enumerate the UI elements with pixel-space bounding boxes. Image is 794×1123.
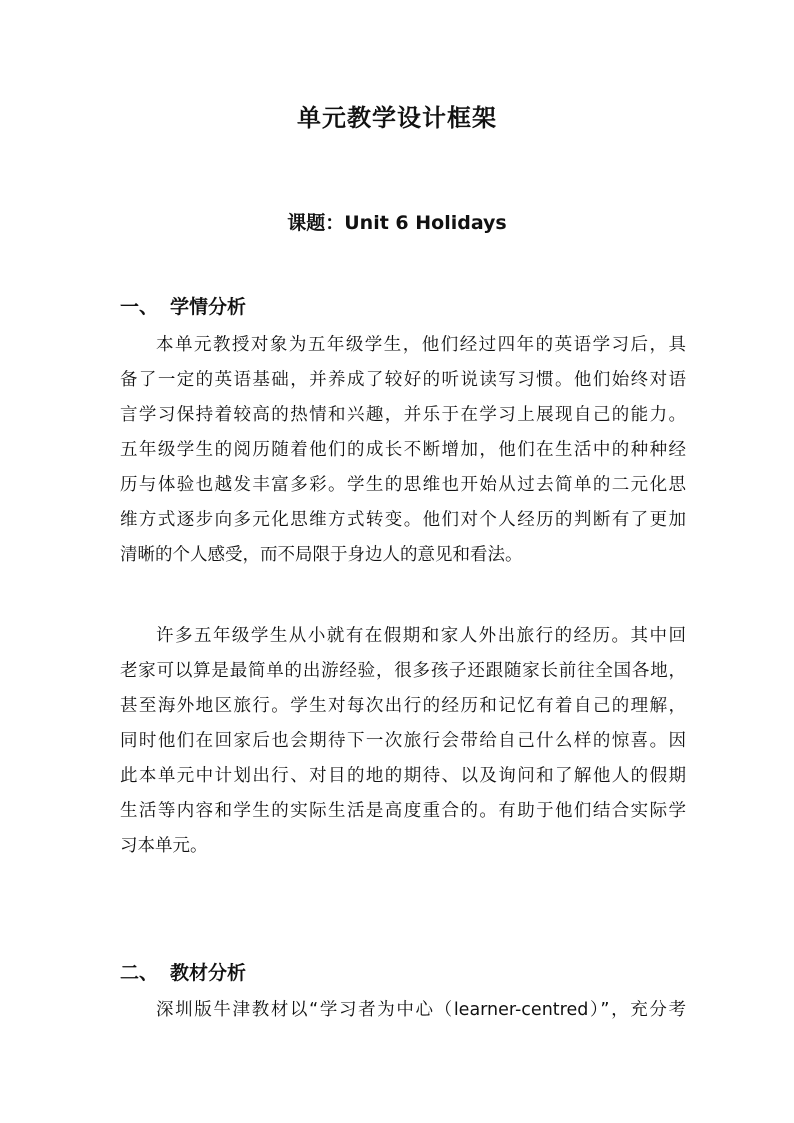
paragraph-line: 许多五年级学生从小就有在假期和家人外出旅行的经历。其中回	[156, 626, 686, 646]
section-number: 一、	[120, 296, 159, 318]
paragraph-line: 老家可以算是最简单的出游经验，很多孩子还跟随家长前往全国各地，	[120, 661, 686, 681]
lesson-subtitle: 课题：Unit 6 Holidays	[287, 212, 507, 234]
paragraph-line: 历与体验也越发丰富多彩。学生的思维也开始从过去简单的二元化思	[120, 475, 686, 495]
paragraph-line: 言学习保持着较高的热情和兴趣，并乐于在学习上展现自己的能力。	[120, 405, 686, 425]
paragraph-line: 深圳版牛津教材以“学习者为中心（learner-centred）”，充分考	[156, 1000, 686, 1020]
section-heading-textbook-analysis	[120, 958, 246, 985]
paragraph-line: 维方式逐步向多元化思维方式转变。他们对个人经历的判断有了更加	[120, 510, 686, 530]
paragraph	[120, 619, 686, 864]
paragraph-line: 备了一定的英语基础，并养成了较好的听说读写习惯。他们始终对语	[120, 370, 686, 390]
section-title: 教材分析	[170, 962, 247, 984]
paragraph	[120, 993, 686, 1028]
section-title: 学情分析	[170, 296, 247, 318]
section-number: 二、	[120, 962, 159, 984]
paragraph-line: 习本单元。	[120, 836, 208, 856]
paragraph-line: 本单元教授对象为五年级学生，他们经过四年的英语学习后，具	[156, 335, 686, 355]
paragraph-line: 同时他们在回家后也会期待下一次旅行会带给自己什么样的惊喜。因	[120, 731, 686, 751]
paragraph	[120, 328, 686, 573]
paragraph-line: 五年级学生的阅历随着他们的成长不断增加，他们在生活中的种种经	[120, 440, 686, 460]
page-title: 单元教学设计框架	[297, 104, 497, 132]
section-heading-learner-analysis	[120, 292, 246, 319]
paragraph-line: 生活等内容和学生的实际生活是高度重合的。有助于他们结合实际学	[120, 801, 686, 821]
paragraph-line: 甚至海外地区旅行。学生对每次出行的经历和记忆有着自己的理解，	[120, 696, 686, 716]
paragraph-line: 清晰的个人感受，而不局限于身边人的意见和看法。	[120, 545, 523, 565]
paragraph-line: 此本单元中计划出行、对目的地的期待、以及询问和了解他人的假期	[120, 766, 686, 786]
